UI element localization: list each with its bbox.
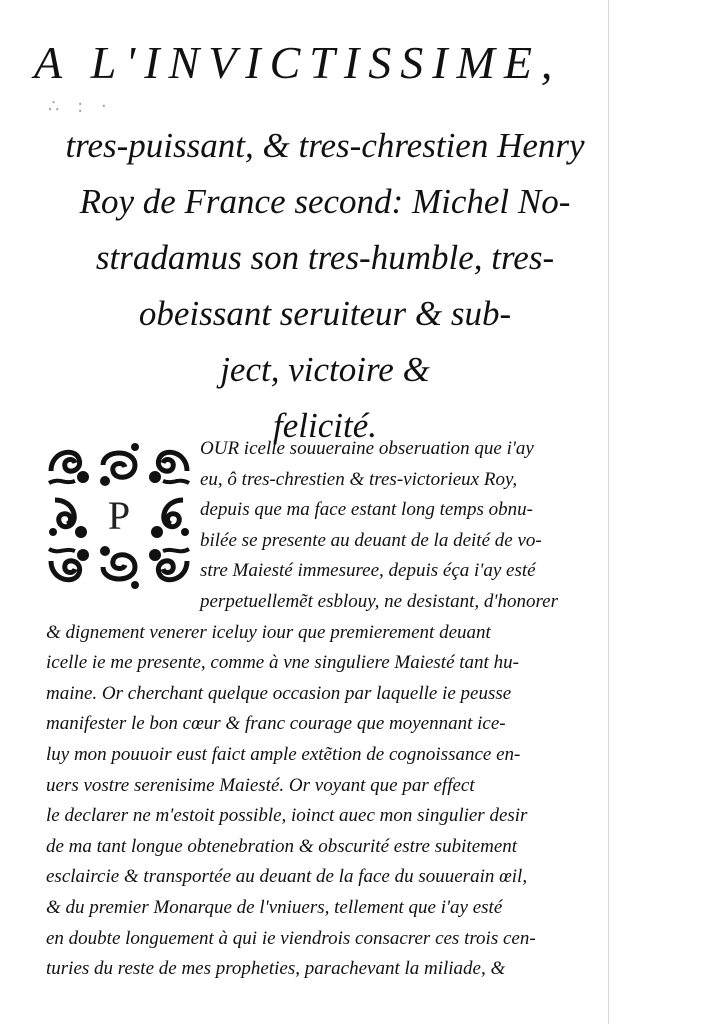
dedication-heading: A L'INVICTISSIME, <box>34 37 562 88</box>
dedication-line: stradamus son tres-humble, tres- <box>95 238 555 277</box>
body-line: OUR icelle souueraine obseruation que i'ay <box>200 438 534 459</box>
body-line: maine. Or cherchant quelque occasion par laquelle ie peusse <box>46 682 512 704</box>
body-line: & dignement venerer iceluy iour que premierement deuant <box>46 621 491 643</box>
body-line: en doubte longuement à qui ie viendrois consacrer ces trois cen- <box>46 927 536 949</box>
body-line: perpetuellemẽt esblouy, ne desistant, d'honorer <box>200 590 558 612</box>
body-line: & du premier Monarque de l'vniuers, tellement que i'ay esté <box>46 896 503 918</box>
body-line: de ma tant longue obtenebration & obscurité estre subitement <box>46 835 518 857</box>
body-line: manifester le bon cœur & franc courage que moyennant ice- <box>46 713 506 735</box>
body-line: uers vostre serenisime Maiesté. Or voyant que par effect <box>46 774 475 796</box>
body-line: esclaircie & transportée au deuant de la face du souuerain œil, <box>46 866 528 888</box>
body-line: icelle ie me presente, comme à vne singuliere Maiesté tant hu- <box>46 652 519 674</box>
body-paragraph <box>46 434 624 985</box>
dedication-line: Roy de France second: Michel No- <box>79 182 571 221</box>
body-line: eu, ô tres-chrestien & tres-victorieux Roy, <box>200 468 518 490</box>
dedication-block <box>40 118 610 454</box>
drop-cap-initial: P <box>107 492 131 538</box>
dedication-line: felicité. <box>273 406 377 445</box>
ink-smudge: ∴ : · <box>48 96 113 117</box>
dedication-line: tres-puissant, & tres-chrestien Henry <box>65 126 585 165</box>
body-line: le declarer ne m'estoit possible, ioinct auec mon singulier desir <box>46 805 528 827</box>
dedication-line: ject, victoire & <box>220 350 430 389</box>
body-line: luy mon pouuoir eust faict ample extẽtion de cognoissance en- <box>46 743 521 765</box>
dedication-line: obeissant seruiteur & sub- <box>138 294 512 333</box>
body-line: turies du reste de mes propheties, parachevant la miliade, & <box>46 958 506 980</box>
body-line: depuis que ma face estant long temps obnu- <box>200 499 533 521</box>
body-line: bilée se presente au deuant de la deité de vo- <box>200 529 542 551</box>
body-line: stre Maiesté immesuree, depuis éça i'ay esté <box>200 560 536 582</box>
